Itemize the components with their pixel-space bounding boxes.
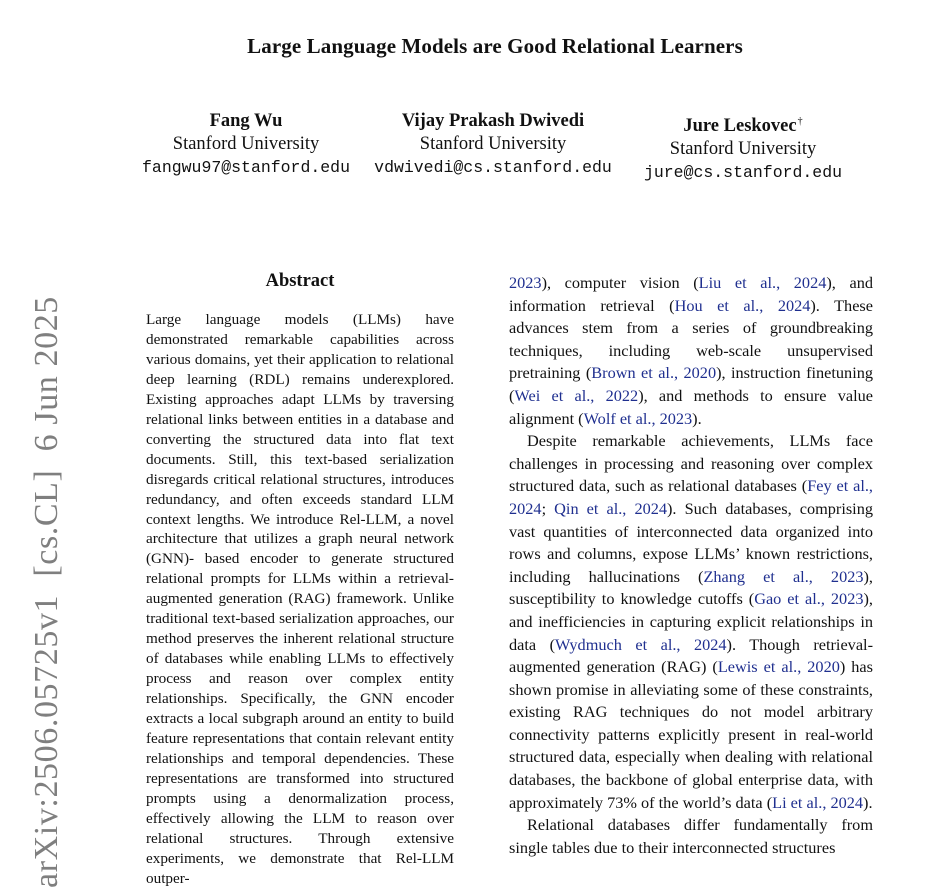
author-email[interactable]: jure@cs.stanford.edu — [643, 163, 843, 182]
body-text: ; — [541, 498, 555, 518]
citation-link[interactable]: Zhang et al., 2023 — [703, 566, 864, 586]
arxiv-identifier-stamp: arXiv:2506.05725v1 [cs.CL] 6 Jun 2025 — [28, 296, 65, 888]
citation-link[interactable]: Wolf et al., 2023 — [583, 408, 693, 428]
body-text: ). Such databases, comprising vast quantities of interconnected data organized into rows and columns, expose LLMs’ known restrictions, including hallucinations ( — [509, 498, 873, 586]
footnote-dagger: † — [797, 116, 803, 127]
author-block — [348, 110, 638, 179]
citation-link[interactable]: Hou et al., 2024 — [674, 295, 811, 315]
citation-link[interactable]: Fey et al., 2024 — [509, 476, 874, 518]
author-affiliation: Stanford University — [419, 134, 567, 154]
author-name: Jure Leskovec† — [683, 116, 803, 136]
body-paragraph — [509, 814, 873, 859]
author-affiliation: Stanford University — [172, 134, 320, 154]
citation-link[interactable]: Brown et al., 2020 — [591, 363, 717, 383]
author-affiliation: Stanford University — [669, 139, 817, 159]
citation-link[interactable]: Li et al., 2024 — [772, 792, 864, 812]
citation-link[interactable]: Liu et al., 2024 — [698, 273, 827, 292]
body-text: ). Though retrieval-augmented generation (RAG) ( — [509, 634, 873, 677]
body-text: ). — [692, 408, 702, 428]
body-column — [509, 272, 873, 859]
body-text: ), and inefficiencies in capturing explicit relationships in data ( — [509, 589, 873, 654]
body-text: ) has shown promise in alleviating some of these constraints, existing RAG techniques do not model arbitrary connectivity patterns explicitly present in real-world structured data, especially when dealing with relational databases, the backbone of global enterprise data, with approximately 73% of the world’s data ( — [509, 657, 873, 812]
citation-link[interactable]: Lewis et al., 2020 — [717, 657, 840, 677]
citation-link[interactable]: 2023 — [509, 273, 542, 292]
citation-link[interactable]: Wydmuch et al., 2024 — [555, 634, 727, 654]
citation-link[interactable]: Gao et al., 2023 — [754, 589, 864, 609]
author-name: Vijay Prakash Dwivedi — [401, 111, 585, 131]
body-text: ). These advances stem from a series of groundbreaking techniques, including web-scale unsupervised pretraining ( — [509, 295, 873, 383]
author-block — [131, 110, 361, 179]
citation-link[interactable]: Qin et al., 2024 — [554, 498, 668, 518]
body-text: ), instruction finetuning ( — [509, 363, 874, 405]
body-paragraph — [509, 430, 873, 814]
body-paragraph — [509, 272, 873, 430]
body-text: ), susceptibility to knowledge cutoffs ( — [509, 566, 873, 609]
author-name: Fang Wu — [209, 111, 283, 131]
abstract-text: Large language models (LLMs) have demonstrated remarkable capabilities across various domains, yet their application to relational deep learning (RDL) remains underexplored. Existing approaches adapt LLMs by traversing relational links between entities in a database and converting the structured data into flat text documents. Still, this text-based serialization disregards critical relational structures, introduces redundancy, and often exceeds standard LLM context lengths. We introduce Rel-LLM, a novel architecture that utilizes a graph neural network (GNN)- based encoder to generate structured relational prompts for LLMs within a retrieval-augmented generation (RAG) framework. Unlike traditional text-based serialization approaches, our method preserves the inherent relational structure of databases while enabling LLMs to effectively process and reason over complex entity relationships. Specifically, the GNN encoder extracts a local subgraph around an entity to build feature representations that contain relevant entity relationships and temporal dependencies. These representations are transformed into structured prompts using a denormalization process, effectively allowing the LLM to reason over relational structures. Through extensive experiments, we demonstrate that Rel-LLM outper- — [146, 311, 454, 887]
citation-link[interactable]: Wei et al., 2022 — [514, 385, 639, 405]
body-text: Relational databases differ fundamentally from single tables due to their interconnected structures — [509, 815, 873, 857]
author-email[interactable]: fangwu97@stanford.edu — [142, 158, 350, 177]
body-text: Despite remarkable achievements, LLMs face challenges in processing and reasoning over complex structured data, such as relational databases ( — [509, 431, 873, 496]
body-text: ), computer vision ( — [541, 273, 699, 292]
body-text: ). — [863, 792, 873, 812]
author-email[interactable]: vdwivedi@cs.stanford.edu — [374, 158, 612, 177]
abstract-heading: Abstract — [265, 271, 335, 291]
body-text: ), and information retrieval ( — [509, 273, 873, 315]
author-block — [628, 110, 858, 184]
body-text: ), and methods to ensure value alignment ( — [509, 385, 874, 428]
paper-title: Large Language Models are Good Relational Learners — [247, 34, 743, 58]
